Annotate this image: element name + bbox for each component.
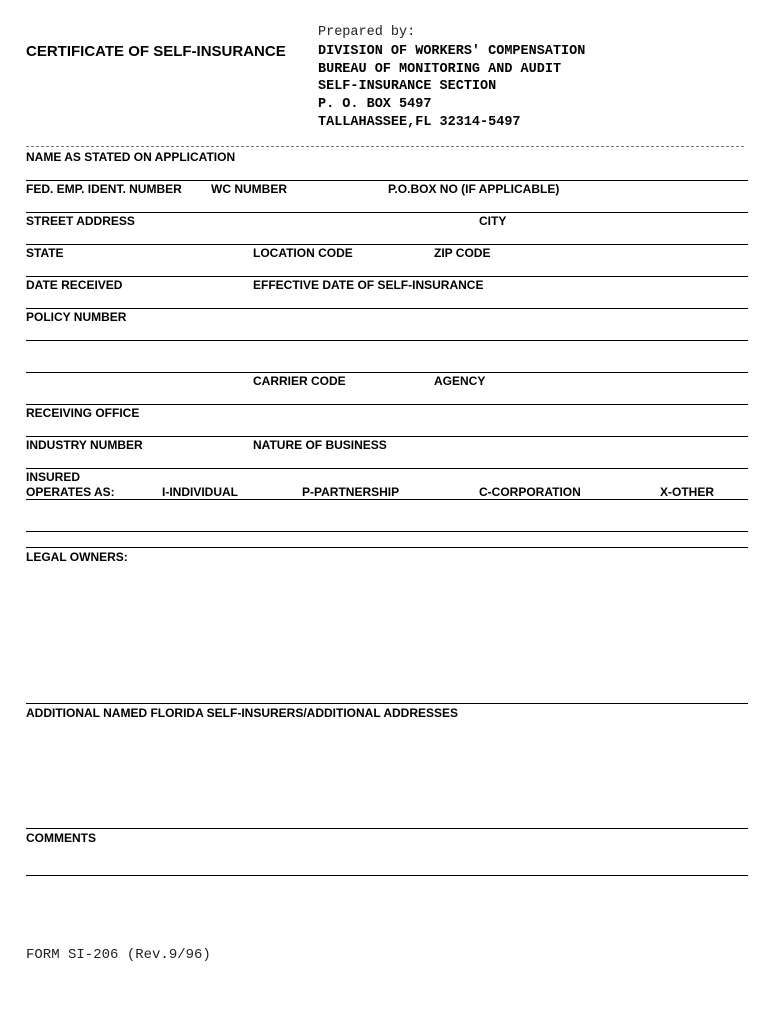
street-line xyxy=(26,244,748,245)
insured-label: INSURED xyxy=(26,470,81,484)
legal-owners-bottom-line xyxy=(26,703,748,704)
location-code-label: LOCATION CODE xyxy=(253,246,353,260)
street-address-label: STREET ADDRESS xyxy=(26,214,135,228)
additional-named-label: ADDITIONAL NAMED FLORIDA SELF-INSURERS/ADDITIONAL ADDRESSES xyxy=(26,706,459,720)
date-line xyxy=(26,308,748,309)
fed-emp-ident-label: FED. EMP. IDENT. NUMBER xyxy=(26,182,182,196)
state-label: STATE xyxy=(26,246,64,260)
effective-date-label: EFFECTIVE DATE OF SELF-INSURANCE xyxy=(253,278,484,292)
policy-number-label: POLICY NUMBER xyxy=(26,310,127,324)
prepared-by-label: Prepared by: xyxy=(318,25,416,40)
agency-label: AGENCY xyxy=(434,374,486,388)
option-other: X-OTHER xyxy=(660,485,714,499)
operates-line xyxy=(26,499,748,500)
carrier-line xyxy=(26,404,748,405)
zip-code-label: ZIP CODE xyxy=(434,246,491,260)
nature-of-business-label: NATURE OF BUSINESS xyxy=(253,438,387,452)
name-as-stated-label: NAME AS STATED ON APPLICATION xyxy=(26,150,236,164)
legal-owners-label: LEGAL OWNERS: xyxy=(26,550,128,564)
header-divider xyxy=(26,146,744,147)
industry-number-label: INDUSTRY NUMBER xyxy=(26,438,143,452)
address-line-division: DIVISION OF WORKERS' COMPENSATION xyxy=(318,44,586,59)
address-line-po-box: P. O. BOX 5497 xyxy=(318,97,432,112)
blank-line xyxy=(26,372,748,373)
wc-number-label: WC NUMBER xyxy=(211,182,287,196)
option-corporation: C-CORPORATION xyxy=(479,485,581,499)
fed-emp-line xyxy=(26,212,748,213)
receiving-line xyxy=(26,436,748,437)
state-line xyxy=(26,276,748,277)
operates-as-label: OPERATES AS: xyxy=(26,485,115,499)
city-label: CITY xyxy=(479,214,507,228)
date-received-label: DATE RECEIVED xyxy=(26,278,123,292)
option-individual: I-INDIVIDUAL xyxy=(162,485,238,499)
industry-line xyxy=(26,468,748,469)
form-title: CERTIFICATE OF SELF-INSURANCE xyxy=(26,43,286,60)
form-id: FORM SI-206 (Rev.9/96) xyxy=(26,947,211,963)
address-line-city-zip: TALLAHASSEE,FL 32314-5497 xyxy=(318,115,521,130)
option-partnership: P-PARTNERSHIP xyxy=(302,485,400,499)
receiving-office-label: RECEIVING OFFICE xyxy=(26,406,140,420)
comments-label: COMMENTS xyxy=(26,831,96,845)
additional-bottom-line xyxy=(26,828,748,829)
policy-line xyxy=(26,340,748,341)
carrier-code-label: CARRIER CODE xyxy=(253,374,346,388)
comments-line xyxy=(26,875,748,876)
address-line-section: SELF-INSURANCE SECTION xyxy=(318,79,497,94)
name-line xyxy=(26,180,748,181)
blank-line-2 xyxy=(26,531,748,532)
po-box-label: P.O.BOX NO (IF APPLICABLE) xyxy=(388,182,560,196)
address-line-bureau: BUREAU OF MONITORING AND AUDIT xyxy=(318,62,562,77)
legal-owners-top-line xyxy=(26,547,748,548)
